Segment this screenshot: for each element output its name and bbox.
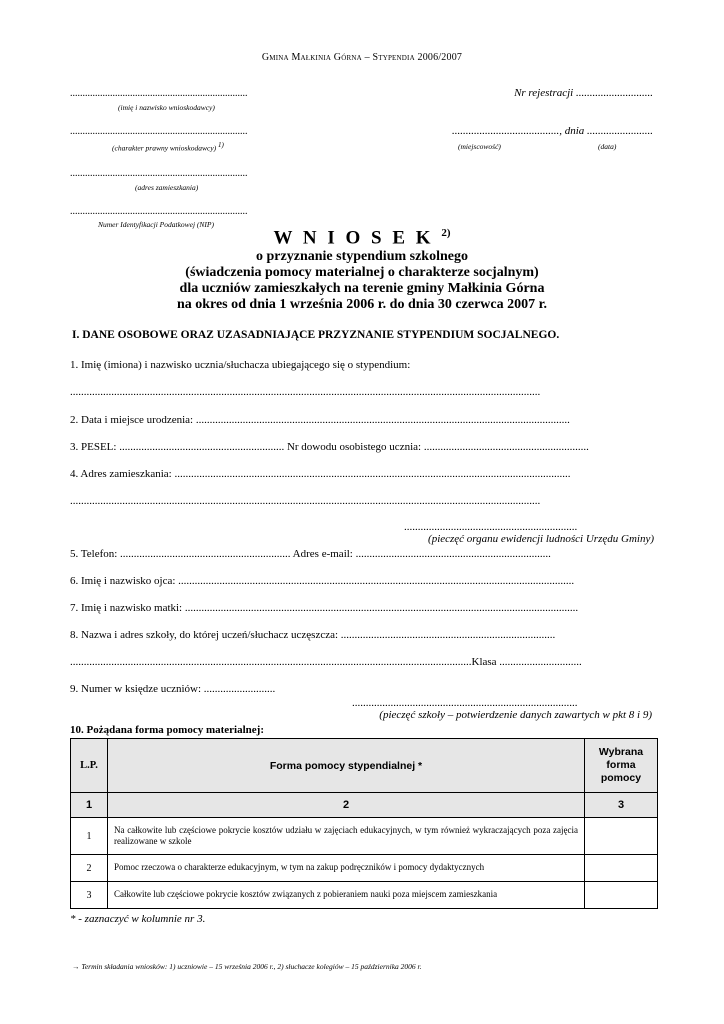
row-choice-cell[interactable]	[585, 882, 658, 909]
mother-name-field[interactable]: 7. Imię i nazwisko matki: ...............................................................................................................................................	[70, 602, 579, 614]
address-field-continued[interactable]: ...........................................................................................................................................................................	[70, 495, 541, 507]
title-line-4: na okres od dnia 1 września 2006 r. do dnia 30 czerwca 2007 r.	[176, 297, 548, 312]
applicant-nip-caption: Numer Identyfikacji Podatkowej (NIP)	[98, 220, 215, 229]
school-stamp-caption: (pieczęć szkoły – potwierdzenie danych zawartych w pkt 8 i 9)	[379, 709, 652, 721]
school-name-field[interactable]: 8. Nazwa i adres szkoły, do której uczeń/słuchacz uczęszcza: ..............................................................................	[70, 629, 556, 641]
aid-form-table	[70, 738, 658, 909]
footnote-1-marker: 1)	[218, 141, 224, 149]
phone-email-field[interactable]: 5. Telefon: .............................................................. Adres e-mail: .......................................................................	[70, 548, 551, 560]
birth-date-place-field[interactable]: 2. Data i miejsce urodzenia: ........................................................................................................................................	[70, 414, 570, 426]
registry-stamp-dots: ...............................................................	[404, 521, 578, 533]
registry-stamp-caption: (pieczęć organu ewidencji ludności Urzędu Gminy)	[428, 533, 654, 545]
school-class-field[interactable]: ..................................................................................................................................................Klasa ..............................	[70, 656, 582, 668]
address-field[interactable]: 4. Adres zamieszkania: ................................................................................................................................................	[70, 468, 571, 480]
table-number-row	[71, 793, 658, 818]
header-form: Forma pomocy stypendialnej *	[108, 739, 585, 793]
table-row	[71, 818, 658, 855]
header-chosen: Wybrana forma pomocy	[585, 739, 658, 793]
applicant-nip-field[interactable]: .......................................................................	[70, 206, 248, 217]
row-lp: 3	[71, 882, 108, 909]
student-name-label: 1. Imię (imiona) i nazwisko ucznia/słuchacza ubiegającego się o stypendium:	[70, 359, 411, 371]
column-number-3: 3	[585, 793, 658, 818]
applicant-name-field[interactable]: .......................................................................	[70, 88, 248, 99]
row-lp: 1	[71, 818, 108, 855]
applicant-address-field[interactable]: .......................................................................	[70, 168, 248, 179]
student-name-field[interactable]: ...........................................................................................................................................................................	[70, 386, 541, 398]
father-name-field[interactable]: 6. Imię i nazwisko ojca: ................................................................................................................................................	[70, 575, 575, 587]
place-caption: (miejscowość)	[458, 142, 501, 151]
column-number-1: 1	[71, 793, 108, 818]
title-line-2: (świadczenia pomocy materialnej o charakterze socjalnym)	[185, 265, 539, 280]
footnote-2-marker: 2)	[441, 227, 451, 239]
row-choice-cell[interactable]	[585, 855, 658, 882]
footer-deadline-note: → Termin składania wniosków: 1) uczniowie – 15 września 2006 r., 2) słuchacze kolegiów – 15 października 2006 r.	[72, 962, 422, 971]
column-number-2: 2	[108, 793, 585, 818]
page-header: Gmina Małkinia Górna – Stypendia 2006/2007	[261, 52, 463, 63]
applicant-legal-field[interactable]: .......................................................................	[70, 126, 248, 137]
school-stamp-dots: ..................................................................................	[352, 697, 578, 709]
aid-form-label: 10. Pożądana forma pomocy materialnej:	[70, 724, 264, 736]
title-line-3: dla uczniów zamieszkałych na terenie gminy Małkinia Górna	[179, 281, 545, 296]
registration-number-field[interactable]: Nr rejestracji ............................	[514, 87, 653, 99]
table-note: * - zaznaczyć w kolumnie nr 3.	[70, 913, 206, 925]
document-title: W N I O S E K $^{2)}$	[273, 227, 451, 249]
date-caption: (data)	[598, 142, 617, 151]
section-1-heading: I. DANE OSOBOWE ORAZ UZASADNIAJĄCE PRZYZNANIE STYPENDIUM SOCJALNEGO.	[72, 329, 560, 341]
header-lp: L.P.	[71, 739, 108, 793]
register-number-field[interactable]: 9. Numer w księdze uczniów: ..........................	[70, 683, 276, 695]
table-header-row	[71, 739, 658, 793]
row-description: Na całkowite lub częściowe pokrycie kosztów udziału w zajęciach edukacyjnych, w tym również wykraczających poza zajęcia realizowane w szkole	[108, 818, 585, 855]
row-description: Całkowite lub częściowe pokrycie kosztów związanych z pobieraniem nauki poza miejscem zamieszkania	[108, 882, 585, 909]
place-date-field[interactable]: ......................................., dnia ........................	[451, 125, 653, 137]
table-row	[71, 882, 658, 909]
table-row	[71, 855, 658, 882]
row-description: Pomoc rzeczowa o charakterze edukacyjnym, w tym na zakup podręczników i pomocy dydaktycznych	[108, 855, 585, 882]
applicant-name-caption: (imię i nazwisko wnioskodawcy)	[118, 103, 215, 112]
applicant-legal-caption: (charakter prawny wnioskodawcy) 1)	[112, 141, 224, 153]
row-lp: 2	[71, 855, 108, 882]
title-line-1: o przyznanie stypendium szkolnego	[256, 249, 468, 264]
row-choice-cell[interactable]	[585, 818, 658, 855]
applicant-address-caption: (adres zamieszkania)	[135, 183, 199, 192]
pesel-id-field[interactable]: 3. PESEL: ............................................................ Nr dowodu osobistego ucznia: ............................................................	[70, 441, 589, 453]
